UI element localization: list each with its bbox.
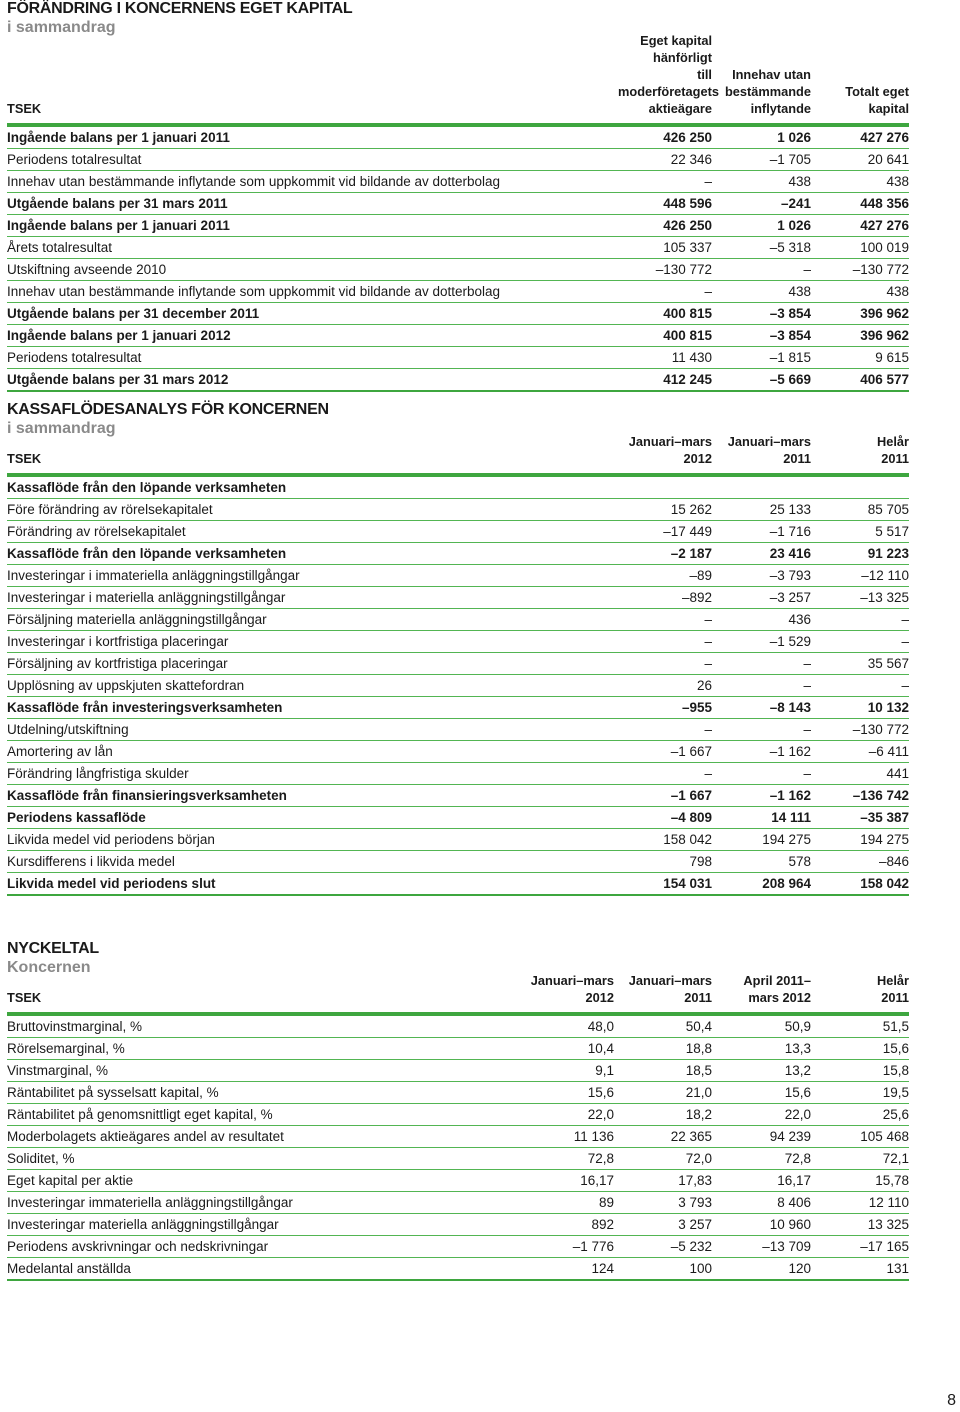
table-row (7, 521, 909, 543)
row-value: 16,17 (712, 1170, 811, 1192)
table-row (7, 1126, 909, 1148)
cashflow-title: KASSAFLÖDESANALYS FÖR KONCERNEN (7, 401, 329, 418)
row-value: – (618, 171, 712, 193)
row-value: – (811, 609, 909, 631)
row-value: 20 641 (811, 149, 909, 171)
row-value: 13 325 (811, 1214, 909, 1236)
row-value: –1 529 (712, 631, 811, 653)
row-value: 23 416 (712, 543, 811, 565)
row-value: 19,5 (811, 1082, 909, 1104)
row-value: 208 964 (712, 873, 811, 896)
cashflow-header-row (7, 433, 909, 475)
row-value: 26 (618, 675, 712, 697)
table-row (7, 763, 909, 785)
table-row (7, 347, 909, 369)
row-value: 50,4 (614, 1014, 712, 1038)
row-value: 25 133 (712, 499, 811, 521)
table-row (7, 1170, 909, 1192)
table-row (7, 325, 909, 347)
table-row (7, 171, 909, 193)
row-value: 426 250 (618, 215, 712, 237)
row-value: 194 275 (811, 829, 909, 851)
table-row (7, 785, 909, 807)
table-row (7, 697, 909, 719)
table-row (7, 1060, 909, 1082)
table-row (7, 1214, 909, 1236)
row-value: –8 143 (712, 697, 811, 719)
equity-header-col2: Innehav utan bestämmande inflytande (712, 32, 811, 125)
row-value: –13 709 (712, 1236, 811, 1258)
row-value: 8 406 (712, 1192, 811, 1214)
cashflow-body (7, 475, 909, 895)
row-label: Ingående balans per 1 januari 2011 (7, 215, 618, 237)
row-value: 798 (618, 851, 712, 873)
row-value: 448 356 (811, 193, 909, 215)
row-value: 100 (614, 1258, 712, 1281)
row-label: Utgående balans per 31 mars 2012 (7, 369, 618, 392)
row-value: 438 (712, 171, 811, 193)
row-value: –5 669 (712, 369, 811, 392)
row-value: –4 809 (618, 807, 712, 829)
row-label: Likvida medel vid periodens slut (7, 873, 618, 896)
row-value: 11 430 (618, 347, 712, 369)
row-value: 85 705 (811, 499, 909, 521)
row-label: Innehav utan bestämmande inflytande som uppkommit vid bildande av dotterbolag (7, 281, 618, 303)
row-value: –89 (618, 565, 712, 587)
row-label: Investeringar i materiella anläggningstillgångar (7, 587, 618, 609)
row-label: Utskiftning avseende 2010 (7, 259, 618, 281)
keyfigures-table (7, 972, 909, 1281)
row-value: –1 716 (712, 521, 811, 543)
row-value: 131 (811, 1258, 909, 1281)
row-value: 15,8 (811, 1060, 909, 1082)
row-value: 438 (811, 281, 909, 303)
row-value: –3 854 (712, 303, 811, 325)
row-value (811, 475, 909, 499)
row-value: – (618, 609, 712, 631)
keyfigures-title: NYCKELTAL (7, 940, 99, 957)
row-label: Moderbolagets aktieägares andel av resultatet (7, 1126, 514, 1148)
row-value: 158 042 (618, 829, 712, 851)
keyfigures-header-col1: Januari–mars 2012 (514, 972, 614, 1014)
row-value: 1 026 (712, 215, 811, 237)
row-value: – (712, 763, 811, 785)
row-value: –5 318 (712, 237, 811, 259)
keyfigures-header-col2: Januari–mars 2011 (614, 972, 712, 1014)
table-row (7, 259, 909, 281)
table-row (7, 653, 909, 675)
row-value: 396 962 (811, 303, 909, 325)
table-row (7, 303, 909, 325)
row-value: 16,17 (514, 1170, 614, 1192)
row-label: Investeringar i immateriella anläggningstillgångar (7, 565, 618, 587)
row-value: 22,0 (514, 1104, 614, 1126)
row-value: 25,6 (811, 1104, 909, 1126)
equity-table (7, 32, 909, 392)
table-row (7, 719, 909, 741)
row-value: 427 276 (811, 125, 909, 149)
equity-subtitle: i sammandrag (7, 19, 116, 36)
row-value: – (618, 653, 712, 675)
row-value: 100 019 (811, 237, 909, 259)
row-label: Innehav utan bestämmande inflytande som uppkommit vid bildande av dotterbolag (7, 171, 618, 193)
row-label: Utgående balans per 31 december 2011 (7, 303, 618, 325)
row-label: Vinstmarginal, % (7, 1060, 514, 1082)
row-value: – (712, 675, 811, 697)
row-value: 9,1 (514, 1060, 614, 1082)
row-label: Räntabilitet på genomsnittligt eget kapital, % (7, 1104, 514, 1126)
row-value: – (811, 675, 909, 697)
row-value: –955 (618, 697, 712, 719)
row-value: 72,0 (614, 1148, 712, 1170)
row-value: –130 772 (811, 259, 909, 281)
row-value: 22 346 (618, 149, 712, 171)
row-value: 72,8 (712, 1148, 811, 1170)
row-value (618, 475, 712, 499)
table-row (7, 609, 909, 631)
row-value: 436 (712, 609, 811, 631)
row-label: Periodens avskrivningar och nedskrivningar (7, 1236, 514, 1258)
row-value: –1 705 (712, 149, 811, 171)
row-value: 17,83 (614, 1170, 712, 1192)
row-value: 154 031 (618, 873, 712, 896)
table-row (7, 851, 909, 873)
row-value: 18,5 (614, 1060, 712, 1082)
row-label: Eget kapital per aktie (7, 1170, 514, 1192)
table-row (7, 281, 909, 303)
row-label: Försäljning materiella anläggningstillgångar (7, 609, 618, 631)
row-value: 124 (514, 1258, 614, 1281)
row-value: 426 250 (618, 125, 712, 149)
cashflow-header-label: TSEK (7, 433, 618, 475)
row-value: 51,5 (811, 1014, 909, 1038)
row-value: 892 (514, 1214, 614, 1236)
row-value: –1 162 (712, 741, 811, 763)
row-label: Bruttovinstmarginal, % (7, 1014, 514, 1038)
table-row (7, 1104, 909, 1126)
row-value: –6 411 (811, 741, 909, 763)
row-label: Periodens kassaflöde (7, 807, 618, 829)
row-value: –35 387 (811, 807, 909, 829)
row-value: 9 615 (811, 347, 909, 369)
row-value: 158 042 (811, 873, 909, 896)
equity-header-row (7, 32, 909, 125)
row-value: 15,6 (514, 1082, 614, 1104)
row-value: 10 960 (712, 1214, 811, 1236)
row-value: 105 468 (811, 1126, 909, 1148)
row-label: Utdelning/utskiftning (7, 719, 618, 741)
row-value: 18,2 (614, 1104, 712, 1126)
row-value: –130 772 (618, 259, 712, 281)
row-value: 35 567 (811, 653, 909, 675)
table-row (7, 369, 909, 392)
row-value: –5 232 (614, 1236, 712, 1258)
row-value: 400 815 (618, 303, 712, 325)
equity-header-label: TSEK (7, 32, 618, 125)
row-label: Kursdifferens i likvida medel (7, 851, 618, 873)
keyfigures-subtitle: Koncernen (7, 959, 91, 976)
row-value: 441 (811, 763, 909, 785)
row-value: 72,8 (514, 1148, 614, 1170)
row-value: – (811, 631, 909, 653)
row-value: 13,3 (712, 1038, 811, 1060)
row-value: 22 365 (614, 1126, 712, 1148)
cashflow-table (7, 433, 909, 896)
row-label: Investeringar immateriella anläggningstillgångar (7, 1192, 514, 1214)
page-number: 8 (947, 1392, 956, 1409)
row-label: Förändring långfristiga skulder (7, 763, 618, 785)
row-value: 427 276 (811, 215, 909, 237)
row-value: 89 (514, 1192, 614, 1214)
row-value: – (618, 281, 712, 303)
row-value: 10 132 (811, 697, 909, 719)
row-value: – (712, 653, 811, 675)
equity-title: FÖRÄNDRING I KONCERNENS EGET KAPITAL (7, 0, 353, 17)
table-row (7, 1148, 909, 1170)
row-value: –241 (712, 193, 811, 215)
table-row (7, 1014, 909, 1038)
table-row (7, 125, 909, 149)
equity-section (7, 0, 909, 392)
row-value: –3 257 (712, 587, 811, 609)
row-label: Kassaflöde från den löpande verksamheten (7, 475, 618, 499)
row-label: Amortering av lån (7, 741, 618, 763)
row-value: 21,0 (614, 1082, 712, 1104)
row-value: –17 449 (618, 521, 712, 543)
row-value: 578 (712, 851, 811, 873)
table-row (7, 565, 909, 587)
row-value: 5 517 (811, 521, 909, 543)
keyfigures-header-col3: April 2011– mars 2012 (712, 972, 811, 1014)
cashflow-subtitle: i sammandrag (7, 420, 116, 437)
row-value: 105 337 (618, 237, 712, 259)
row-value: 22,0 (712, 1104, 811, 1126)
row-label: Utgående balans per 31 mars 2011 (7, 193, 618, 215)
row-value: –17 165 (811, 1236, 909, 1258)
table-row (7, 829, 909, 851)
row-label: Rörelsemarginal, % (7, 1038, 514, 1060)
row-label: Upplösning av uppskjuten skattefordran (7, 675, 618, 697)
row-label: Kassaflöde från den löpande verksamheten (7, 543, 618, 565)
row-value: 10,4 (514, 1038, 614, 1060)
table-row (7, 631, 909, 653)
row-value: –1 667 (618, 785, 712, 807)
row-label: Soliditet, % (7, 1148, 514, 1170)
row-value: 15,6 (811, 1038, 909, 1060)
table-row (7, 587, 909, 609)
row-value: 50,9 (712, 1014, 811, 1038)
row-value: –846 (811, 851, 909, 873)
table-row (7, 1192, 909, 1214)
table-row (7, 675, 909, 697)
row-value: –136 742 (811, 785, 909, 807)
row-value: 18,8 (614, 1038, 712, 1060)
row-value: 194 275 (712, 829, 811, 851)
row-value: 400 815 (618, 325, 712, 347)
table-row (7, 193, 909, 215)
row-value: – (618, 719, 712, 741)
row-value (712, 475, 811, 499)
row-value: – (618, 631, 712, 653)
row-value: 11 136 (514, 1126, 614, 1148)
row-value: –12 110 (811, 565, 909, 587)
row-label: Periodens totalresultat (7, 347, 618, 369)
row-value: 3 793 (614, 1192, 712, 1214)
table-row (7, 237, 909, 259)
cashflow-header-col1: Januari–mars 2012 (618, 433, 712, 475)
row-label: Före förändring av rörelsekapitalet (7, 499, 618, 521)
row-value: 15,6 (712, 1082, 811, 1104)
table-row (7, 1038, 909, 1060)
row-value: 14 111 (712, 807, 811, 829)
row-value: 120 (712, 1258, 811, 1281)
table-row (7, 1082, 909, 1104)
row-value: 3 257 (614, 1214, 712, 1236)
keyfigures-header-label: TSEK (7, 972, 514, 1014)
row-label: Ingående balans per 1 januari 2012 (7, 325, 618, 347)
row-label: Medelantal anställda (7, 1258, 514, 1281)
row-label: Kassaflöde från finansieringsverksamheten (7, 785, 618, 807)
row-value: –3 854 (712, 325, 811, 347)
row-value: –13 325 (811, 587, 909, 609)
row-value: 15 262 (618, 499, 712, 521)
row-value: –1 815 (712, 347, 811, 369)
table-row (7, 499, 909, 521)
cashflow-section (7, 401, 909, 896)
row-label: Likvida medel vid periodens början (7, 829, 618, 851)
keyfigures-header-row (7, 972, 909, 1014)
row-value: 406 577 (811, 369, 909, 392)
row-value: –892 (618, 587, 712, 609)
row-value: 13,2 (712, 1060, 811, 1082)
equity-header-col3: Totalt eget kapital (811, 32, 909, 125)
row-value: 72,1 (811, 1148, 909, 1170)
keyfigures-header-col4: Helår 2011 (811, 972, 909, 1014)
row-label: Räntabilitet på sysselsatt kapital, % (7, 1082, 514, 1104)
row-value: – (712, 259, 811, 281)
keyfigures-section (7, 940, 909, 1281)
keyfigures-body (7, 1014, 909, 1280)
row-value: 448 596 (618, 193, 712, 215)
table-row (7, 215, 909, 237)
row-value: 48,0 (514, 1014, 614, 1038)
table-row (7, 475, 909, 499)
table-row (7, 873, 909, 896)
table-row (7, 1258, 909, 1281)
row-value: 1 026 (712, 125, 811, 149)
row-label: Investeringar i kortfristiga placeringar (7, 631, 618, 653)
row-label: Ingående balans per 1 januari 2011 (7, 125, 618, 149)
table-row (7, 741, 909, 763)
row-label: Kassaflöde från investeringsverksamheten (7, 697, 618, 719)
row-label: Försäljning av kortfristiga placeringar (7, 653, 618, 675)
table-row (7, 807, 909, 829)
cashflow-header-col2: Januari–mars 2011 (712, 433, 811, 475)
row-value: –2 187 (618, 543, 712, 565)
table-row (7, 1236, 909, 1258)
row-label: Investeringar materiella anläggningstillgångar (7, 1214, 514, 1236)
row-value: – (712, 719, 811, 741)
row-value: –1 667 (618, 741, 712, 763)
row-value: 412 245 (618, 369, 712, 392)
row-value: 94 239 (712, 1126, 811, 1148)
cashflow-header-col3: Helår 2011 (811, 433, 909, 475)
row-value: –130 772 (811, 719, 909, 741)
row-label: Periodens totalresultat (7, 149, 618, 171)
row-value: 12 110 (811, 1192, 909, 1214)
row-value: 91 223 (811, 543, 909, 565)
row-value: 15,78 (811, 1170, 909, 1192)
row-value: –1 162 (712, 785, 811, 807)
row-value: 396 962 (811, 325, 909, 347)
row-value: 438 (811, 171, 909, 193)
table-row (7, 149, 909, 171)
row-value: – (618, 763, 712, 785)
row-value: 438 (712, 281, 811, 303)
row-label: Förändring av rörelsekapitalet (7, 521, 618, 543)
equity-body (7, 125, 909, 391)
equity-header-col1: Eget kapital hänförligt till moderföretagets aktieägare (618, 32, 712, 125)
row-value: –1 776 (514, 1236, 614, 1258)
row-label: Årets totalresultat (7, 237, 618, 259)
row-value: –3 793 (712, 565, 811, 587)
table-row (7, 543, 909, 565)
